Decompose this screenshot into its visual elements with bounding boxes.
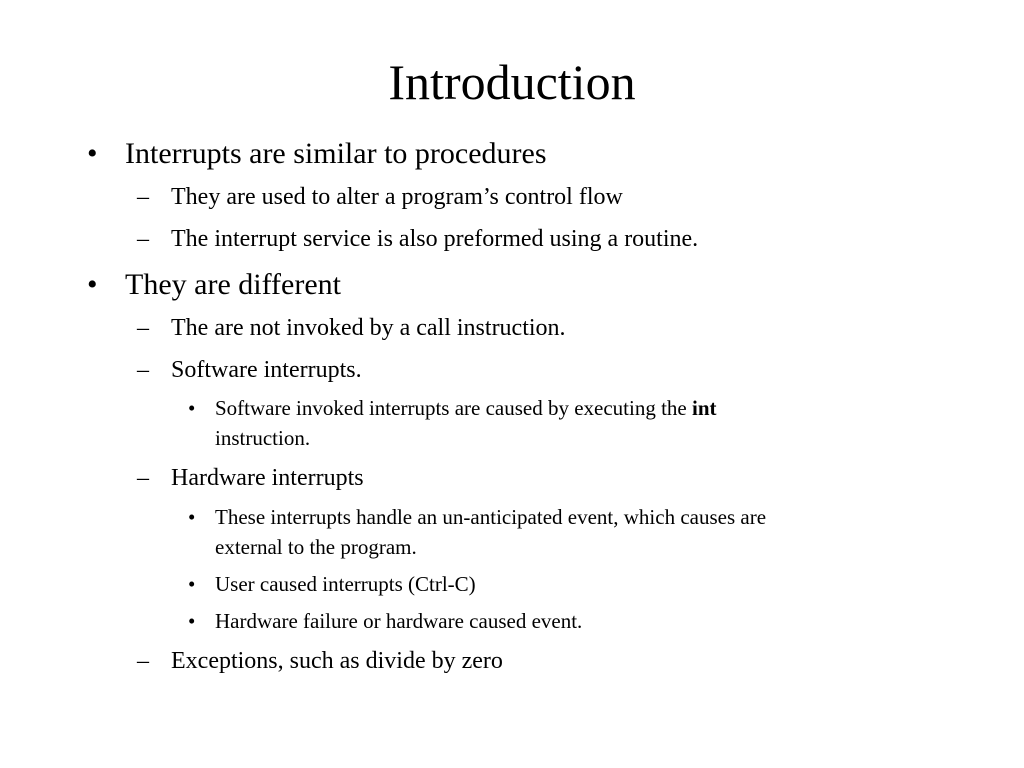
sub-sub-bullet-continuation (215, 423, 310, 453)
sub-sub-bullet-text: User caused interrupts (Ctrl-C) (215, 572, 476, 596)
bullet-marker: • (87, 137, 98, 170)
sub-sub-bullet-item (188, 502, 767, 532)
sub-sub-bullet-text: external to the program. (215, 535, 417, 559)
sub-sub-bullet-item (188, 393, 717, 423)
sub-sub-bullet-text: These interrupts handle an un-anticipated event, which causes are (215, 505, 767, 529)
keyword-int: int (692, 396, 717, 420)
sub-sub-bullet-text: Hardware failure or hardware caused event. (215, 609, 583, 633)
dash-marker: – (137, 465, 149, 491)
dash-marker: – (137, 184, 149, 210)
sub-sub-bullet-text: Software invoked interrupts are caused by executing the (215, 396, 693, 420)
bullet-text: They are different (125, 268, 341, 301)
sub-bullet-item (137, 183, 623, 211)
dash-marker: – (137, 315, 149, 341)
bullet-marker: • (188, 609, 196, 633)
sub-bullet-text: Exceptions, such as divide by zero (171, 648, 503, 674)
sub-sub-bullet-item (188, 606, 583, 636)
sub-bullet-item (137, 464, 364, 492)
bullet-text: Interrupts are similar to procedures (125, 137, 547, 170)
sub-bullet-text: They are used to alter a program’s control flow (171, 184, 623, 210)
bullet-item (87, 137, 547, 171)
sub-bullet-text: The interrupt service is also preformed using a routine. (171, 226, 699, 252)
bullet-item (87, 268, 341, 302)
sub-sub-bullet-text: instruction. (215, 426, 311, 450)
sub-bullet-text: Hardware interrupts (171, 465, 364, 491)
bullet-marker: • (188, 505, 196, 529)
dash-marker: – (137, 648, 149, 674)
bullet-marker: • (87, 268, 98, 301)
dash-marker: – (137, 226, 149, 252)
sub-bullet-text: The are not invoked by a call instruction. (171, 315, 566, 341)
sub-bullet-item (137, 314, 566, 342)
sub-sub-bullet-continuation (215, 532, 417, 562)
sub-bullet-item (137, 647, 503, 675)
sub-bullet-item (137, 225, 699, 253)
dash-marker: – (137, 357, 149, 383)
slide-title: Introduction (388, 54, 636, 110)
bullet-marker: • (188, 572, 196, 596)
bullet-marker: • (188, 396, 196, 420)
sub-sub-bullet-item (188, 569, 476, 599)
sub-bullet-item (137, 356, 362, 384)
sub-bullet-text: Software interrupts. (171, 357, 362, 383)
